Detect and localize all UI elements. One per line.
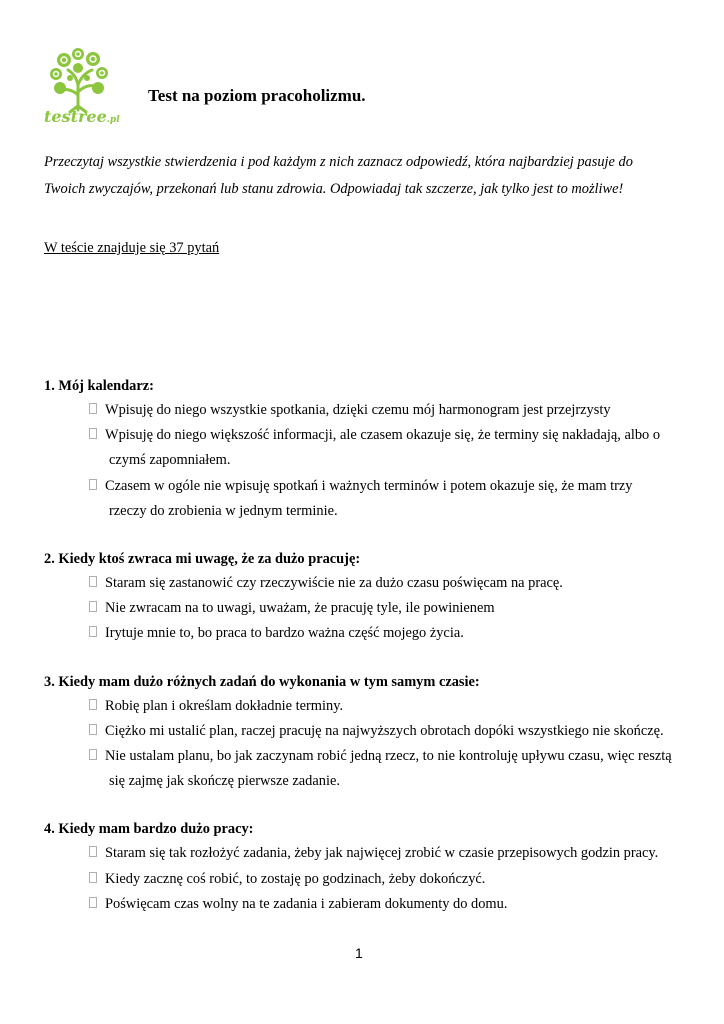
- logo-wordmark: testree.pl: [44, 107, 120, 126]
- checkbox-icon[interactable]: [89, 897, 97, 908]
- answer-option[interactable]: Poświęcam czas wolny na te zadania i zabieram dokumenty do domu.: [44, 892, 694, 917]
- checkbox-icon[interactable]: [89, 576, 97, 587]
- instructions: [44, 149, 684, 203]
- question-4: [44, 817, 694, 917]
- answer-option[interactable]: Wpisuję do niego większość informacji, ale czasem okazuje się, że terminy się nakładają, albo o czymś zapomniałem.: [44, 423, 694, 473]
- checkbox-icon[interactable]: [89, 699, 97, 710]
- answer-option[interactable]: Staram się tak rozłożyć zadania, żeby jak najwięcej zrobić w czasie przepisowych godzin pracy.: [44, 841, 694, 866]
- question-1: [44, 374, 694, 524]
- page-title: Test na poziom pracoholizmu.: [148, 86, 366, 105]
- instructions-line: Twoich zwyczajów, przekonań lub stanu zdrowia. Odpowiadaj tak szczerze, jak tylko jest to możliwe!: [44, 181, 624, 197]
- checkbox-icon[interactable]: [89, 626, 97, 637]
- answer-option[interactable]: Ciężko mi ustalić plan, raczej pracuję na najwyższych obrotach dopóki wszystkiego nie skończę.: [44, 719, 694, 744]
- checkbox-icon[interactable]: [89, 846, 97, 857]
- checkbox-icon[interactable]: [89, 872, 97, 883]
- answer-option[interactable]: Staram się zastanowić czy rzeczywiście nie za dużo czasu poświęcam na pracę.: [44, 571, 694, 596]
- instructions-line: Przeczytaj wszystkie stwierdzenia i pod każdym z nich zaznacz odpowiedź, która najbardziej pasuje do: [44, 154, 633, 170]
- question-title: 3. Kiedy mam dużo różnych zadań do wykonania w tym samym czasie:: [44, 673, 480, 690]
- checkbox-icon[interactable]: [89, 479, 97, 490]
- question-2: [44, 547, 694, 647]
- answer-option[interactable]: Robię plan i określam dokładnie terminy.: [44, 694, 694, 719]
- checkbox-icon[interactable]: [89, 601, 97, 612]
- question-title: 1. Mój kalendarz:: [44, 378, 154, 394]
- question-list: [44, 374, 694, 940]
- answer-option[interactable]: Kiedy zacznę coś robić, to zostaję po godzinach, żeby dokończyć.: [44, 867, 694, 892]
- question-title: 2. Kiedy ktoś zwraca mi uwagę, że za dużo pracuję:: [44, 551, 361, 568]
- answer-option[interactable]: Irytuje mnie to, bo praca to bardzo ważna część mojego życia.: [44, 621, 694, 646]
- checkbox-icon[interactable]: [89, 428, 97, 439]
- answer-option[interactable]: Wpisuję do niego wszystkie spotkania, dzięki czemu mój harmonogram jest przejrzysty: [44, 398, 694, 423]
- answer-option[interactable]: Czasem w ogóle nie wpisuję spotkań i ważnych terminów i potem okazuje się, że mam trzy rzeczy do zrobienia w jednym terminie.: [44, 474, 694, 524]
- page-number: 1: [355, 945, 363, 961]
- checkbox-icon[interactable]: [89, 403, 97, 414]
- checkbox-icon[interactable]: [89, 724, 97, 735]
- answer-option[interactable]: Nie zwracam na to uwagi, uważam, że pracuję tyle, ile powinienem: [44, 596, 694, 621]
- question-title: 4. Kiedy mam bardzo dużo pracy:: [44, 821, 254, 838]
- answer-option[interactable]: Nie ustalam planu, bo jak zaczynam robić jedną rzecz, to nie kontroluję upływu czasu, więc resztą się zajmę jak skończę pierwsze zadanie.: [44, 744, 694, 794]
- checkbox-icon[interactable]: [89, 749, 97, 760]
- question-3: [44, 670, 694, 795]
- question-count: W teście znajduje się 37 pytań: [44, 240, 220, 256]
